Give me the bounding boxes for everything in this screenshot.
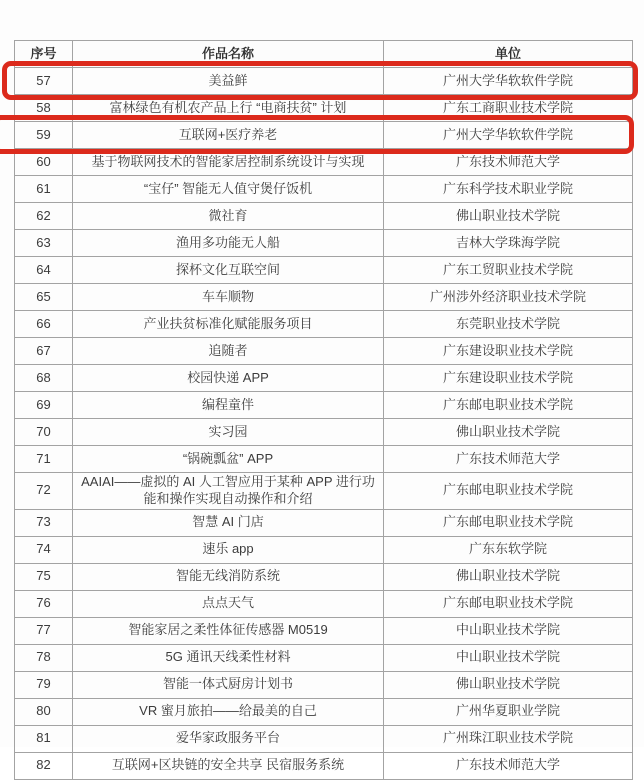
- work-name-cell: AAIAI——虚拟的 AI 人工智应用于某种 APP 进行功能和操作实现自动操作和介绍: [73, 473, 384, 510]
- work-name-cell: VR 蜜月旅拍——给最美的自己: [73, 698, 384, 725]
- row-number-cell: 74: [15, 536, 73, 563]
- table-row: [15, 122, 633, 149]
- header-cell-number: 序号: [15, 41, 73, 68]
- work-name-cell: 车车顺物: [73, 284, 384, 311]
- work-name-cell: 产业扶贫标准化赋能服务项目: [73, 311, 384, 338]
- unit-cell: 吉林大学珠海学院: [384, 230, 633, 257]
- table-row: [15, 590, 633, 617]
- unit-cell: 中山职业技术学院: [384, 617, 633, 644]
- table-row: [15, 671, 633, 698]
- row-number-cell: 71: [15, 446, 73, 473]
- table-row: [15, 203, 633, 230]
- work-name-cell: 5G 通讯天线柔性材料: [73, 644, 384, 671]
- row-number-cell: 81: [15, 725, 73, 752]
- row-number-cell: 79: [15, 671, 73, 698]
- work-name-cell: 智能家居之柔性体征传感器 M0519: [73, 617, 384, 644]
- unit-cell: 广东建设职业技术学院: [384, 365, 633, 392]
- row-number-cell: 80: [15, 698, 73, 725]
- unit-cell: 广东邮电职业技术学院: [384, 473, 633, 510]
- unit-cell: 广州大学华软软件学院: [384, 122, 633, 149]
- row-number-cell: 66: [15, 311, 73, 338]
- table-row: [15, 473, 633, 510]
- header-row: [15, 41, 633, 68]
- work-name-cell: 微社育: [73, 203, 384, 230]
- work-name-cell: 渔用多功能无人船: [73, 230, 384, 257]
- row-number-cell: 77: [15, 617, 73, 644]
- table-row: [15, 644, 633, 671]
- table-body: [15, 68, 633, 780]
- unit-cell: 东莞职业技术学院: [384, 311, 633, 338]
- row-number-cell: 69: [15, 392, 73, 419]
- unit-cell: 佛山职业技术学院: [384, 419, 633, 446]
- row-number-cell: 72: [15, 473, 73, 510]
- table-row: [15, 284, 633, 311]
- work-name-cell: 智慧 AI 门店: [73, 509, 384, 536]
- table-row: [15, 338, 633, 365]
- unit-cell: 中山职业技术学院: [384, 644, 633, 671]
- unit-cell: 佛山职业技术学院: [384, 563, 633, 590]
- work-name-cell: 编程童伴: [73, 392, 384, 419]
- work-name-cell: “宝仔” 智能无人值守煲仔饭机: [73, 176, 384, 203]
- row-number-cell: 73: [15, 509, 73, 536]
- row-number-cell: 60: [15, 149, 73, 176]
- table-row: [15, 176, 633, 203]
- table-row: [15, 446, 633, 473]
- work-name-cell: 基于物联网技术的智能家居控制系统设计与实现: [73, 149, 384, 176]
- header-cell-work-name: 作品名称: [73, 41, 384, 68]
- unit-cell: 广东技术师范大学: [384, 752, 633, 779]
- table-row: [15, 95, 633, 122]
- work-name-cell: 校园快递 APP: [73, 365, 384, 392]
- unit-cell: 广东工贸职业技术学院: [384, 257, 633, 284]
- row-number-cell: 61: [15, 176, 73, 203]
- row-number-cell: 58: [15, 95, 73, 122]
- table-row: [15, 752, 633, 779]
- unit-cell: 佛山职业技术学院: [384, 203, 633, 230]
- row-number-cell: 68: [15, 365, 73, 392]
- table-row: [15, 617, 633, 644]
- work-name-cell: 追随者: [73, 338, 384, 365]
- header-cell-unit: 单位: [384, 41, 633, 68]
- work-name-cell: “锅碗瓢盆” APP: [73, 446, 384, 473]
- row-number-cell: 70: [15, 419, 73, 446]
- unit-cell: 广州大学华软软件学院: [384, 68, 633, 95]
- work-name-cell: 探杯文化互联空间: [73, 257, 384, 284]
- unit-cell: 广东邮电职业技术学院: [384, 392, 633, 419]
- row-number-cell: 76: [15, 590, 73, 617]
- row-number-cell: 63: [15, 230, 73, 257]
- unit-cell: 广州涉外经济职业技术学院: [384, 284, 633, 311]
- unit-cell: 广东建设职业技术学院: [384, 338, 633, 365]
- table-row: [15, 698, 633, 725]
- row-number-cell: 65: [15, 284, 73, 311]
- unit-cell: 广东邮电职业技术学院: [384, 590, 633, 617]
- unit-cell: 广东技术师范大学: [384, 446, 633, 473]
- table-row: [15, 311, 633, 338]
- row-number-cell: 67: [15, 338, 73, 365]
- work-name-cell: 速乐 app: [73, 536, 384, 563]
- row-number-cell: 57: [15, 68, 73, 95]
- work-name-cell: 互联网+区块链的安全共享 民宿服务系统: [73, 752, 384, 779]
- table-row: [15, 536, 633, 563]
- work-name-cell: 美益鲜: [73, 68, 384, 95]
- work-name-cell: 实习园: [73, 419, 384, 446]
- unit-cell: 广州珠江职业技术学院: [384, 725, 633, 752]
- table-row: [15, 149, 633, 176]
- row-number-cell: 62: [15, 203, 73, 230]
- work-name-cell: 互联网+医疗养老: [73, 122, 384, 149]
- table-header: [15, 41, 633, 68]
- unit-cell: 广东邮电职业技术学院: [384, 509, 633, 536]
- unit-cell: 广东工商职业技术学院: [384, 95, 633, 122]
- row-number-cell: 75: [15, 563, 73, 590]
- table-row: [15, 230, 633, 257]
- row-number-cell: 59: [15, 122, 73, 149]
- unit-cell: 广州华夏职业学院: [384, 698, 633, 725]
- table-row: [15, 365, 633, 392]
- row-number-cell: 78: [15, 644, 73, 671]
- table-row: [15, 392, 633, 419]
- table-row: [15, 563, 633, 590]
- work-name-cell: 智能一体式厨房计划书: [73, 671, 384, 698]
- unit-cell: 广东东软学院: [384, 536, 633, 563]
- table-wrapper: [14, 40, 632, 780]
- unit-cell: 广东科学技术职业学院: [384, 176, 633, 203]
- work-name-cell: 爱华家政服务平台: [73, 725, 384, 752]
- table-row: [15, 509, 633, 536]
- unit-cell: 广东技术师范大学: [384, 149, 633, 176]
- table-row: [15, 419, 633, 446]
- work-name-cell: 智能无线消防系统: [73, 563, 384, 590]
- row-number-cell: 82: [15, 752, 73, 779]
- table-row: [15, 725, 633, 752]
- table-row: [15, 257, 633, 284]
- results-table: [14, 40, 633, 780]
- unit-cell: 佛山职业技术学院: [384, 671, 633, 698]
- table-row: [15, 68, 633, 95]
- work-name-cell: 富林绿色有机农产品上行 “电商扶贫” 计划: [73, 95, 384, 122]
- work-name-cell: 点点天气: [73, 590, 384, 617]
- row-number-cell: 64: [15, 257, 73, 284]
